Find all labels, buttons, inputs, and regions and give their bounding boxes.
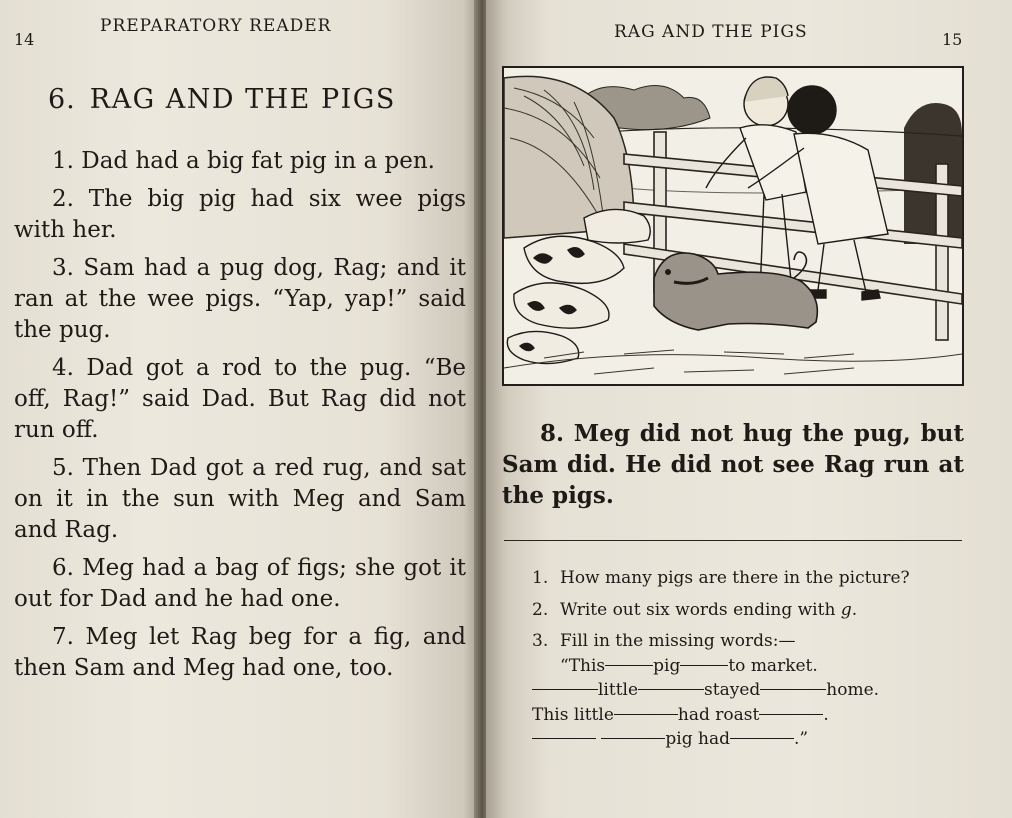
paragraph-1: 1. Dad had a big fat pig in a pen. — [52, 148, 435, 174]
left-running-head: PREPARATORY READER — [100, 16, 332, 36]
exercise-2-number: 2. — [532, 599, 549, 620]
exercise-1 — [532, 566, 952, 591]
exercise-2-letter: g — [840, 599, 852, 620]
right-page — [486, 0, 1012, 818]
blank — [759, 714, 823, 715]
illustration-drawing — [504, 68, 962, 384]
fill-line-3-word-b: had roast — [677, 704, 760, 725]
blank — [730, 738, 794, 739]
paragraph-3: 3. Sam had a pug dog, Rag; and it ran at the wee pigs. “Yap, yap!” said the pug. — [14, 255, 466, 343]
exercise-3-number: 3. — [532, 631, 549, 651]
fill-line-3 — [532, 703, 952, 728]
paragraph-5: 5. Then Dad got a red rug, and sat on it in the sun with Meg and Sam and Rag. — [14, 455, 466, 543]
exercise-2 — [532, 598, 952, 623]
blank — [532, 738, 596, 739]
fill-line-4 — [532, 727, 952, 752]
left-page — [0, 0, 478, 818]
blank — [680, 665, 728, 666]
fill-line-2-word-c: home. — [826, 680, 880, 700]
fill-line-1-word-c: to market. — [728, 655, 818, 676]
fill-line-1-word-a: “This — [560, 655, 606, 676]
exercise-3 — [532, 629, 952, 752]
fill-line-4-word-b: .” — [793, 729, 809, 749]
blank — [605, 665, 653, 666]
paragraph-4: 4. Dad got a rod to the pug. “Be off, Rag!” said Dad. But Rag did not run off. — [14, 355, 466, 443]
exercises — [532, 566, 952, 752]
blank — [601, 738, 665, 739]
blank — [532, 689, 598, 690]
fill-line-2 — [532, 678, 952, 703]
left-paragraphs — [14, 146, 466, 691]
exercise-1-text: How many pigs are there in the picture? — [560, 568, 910, 588]
fill-line-4-word-a: pig had — [665, 729, 730, 749]
fill-line-2-word-b: stayed — [704, 680, 761, 700]
right-page-number: 15 — [942, 30, 963, 49]
paragraph-6: 6. Meg had a bag of figs; she got it out for Dad and he had one. — [14, 555, 466, 612]
fill-line-3-word-a: This little — [532, 704, 614, 725]
exercise-2-period: . — [851, 599, 858, 620]
paragraph-8: 8. Meg did not hug the pug, but Sam did. He did not see Rag run at the pigs. — [502, 420, 964, 509]
blank — [638, 689, 704, 690]
exercise-1-number: 1. — [532, 568, 549, 588]
fill-line-1-word-b: pig — [653, 655, 681, 676]
paragraph-2: 2. The big pig had six wee pigs with her. — [14, 186, 466, 243]
chapter-number: 6. — [48, 84, 76, 115]
illustration — [502, 66, 964, 386]
blank — [614, 714, 678, 715]
blank — [760, 689, 826, 690]
exercise-2-text: Write out six words ending with — [560, 599, 841, 620]
left-page-number: 14 — [14, 30, 35, 49]
exercise-3-text: Fill in the missing words:— — [560, 631, 796, 651]
right-running-head: RAG AND THE PIGS — [614, 22, 808, 42]
fill-line-2-word-a: little — [598, 680, 639, 700]
chapter-title-text: RAG AND THE PIGS — [89, 84, 396, 115]
fill-line-1 — [560, 654, 952, 679]
chapter-title — [48, 84, 396, 115]
section-divider — [504, 540, 962, 541]
paragraph-7: 7. Meg let Rag beg for a fig, and then Sam and Meg had one, too. — [14, 624, 466, 681]
fill-line-3-word-c: . — [823, 704, 829, 725]
